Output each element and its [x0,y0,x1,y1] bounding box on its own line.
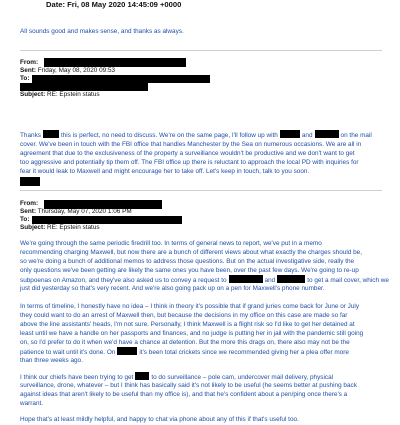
redaction [135,372,149,380]
email2-p2-line: above the line assistants' heads, I'm not sure. Personally, I think Maxwell is a flight risk so I'd like to get her detained at [20,321,355,328]
email2-p2-line: they could want to do an arrest of Maxwell then, but because the decisions in my office on this case are made so far [20,312,348,319]
from-label: From: [20,59,39,66]
email2-p1-line: just did yesterday so that's very recent. And we're also going pack up on a pen for Maxwell's phone number. [20,285,325,292]
subject-label: Subject: [20,224,46,231]
subject-row [20,90,100,100]
email1-body-line: agreement that due to the exclusiveness of the property a surveillance wouldn't be productive and we don't want to get [20,150,355,157]
sent-label: Sent: [20,67,36,74]
subject-value: RE: Epstein status [47,91,100,98]
email2-p4: Hope that's at least mildly helpful, and happy to chat via phone about any of this if that's useful too. [20,416,299,423]
subject-value: RE: Epstein status [47,224,100,231]
email2-p1-line: recommending charging Maxwell, but now there are a bunch of different views about what exactly the charges should be, [20,249,362,256]
email1-body-line: cover. We've been in touch with the FBI office that handles Manchester by the Sea on numerous occasions. We are all in [20,141,362,148]
email2-p3-line: warrant. [20,400,44,407]
email2-p1-line: subpoenas on Amazon, and they've also asked us to convey a request to and to get a mail cover, which we [20,277,389,284]
email2-p2-line: least until we have a handle on her passports and finances, and no judge is putting her in jail with the pandemic still going [20,330,364,337]
redaction [315,130,339,138]
email2-p1-line: so we're doing a bunch of additional memos to address those questions. But on the actual investigative side, really the [20,258,355,265]
email1-body-line: Thanks this is perfect, no need to discuss. We're on the same page, I'll follow up with and on the mail [20,132,372,139]
email2-p3-line: I think our chiefs have been trying to get to do surveillance – pole cam, undercover mail delivery, physical [20,374,334,381]
to-label: To: [20,75,30,82]
date-value: Fri, 08 May 2020 14:45:09 +0000 [67,0,182,9]
redaction [43,130,59,138]
sent-value: Thursday, May 07, 2020 1:06 PM [37,208,132,215]
redaction [277,275,305,283]
email-date-header [46,0,181,10]
redaction [20,177,40,186]
redaction [32,75,210,83]
divider [20,50,382,51]
email1-body-line: fear it would leak to Maxwell and might encourage her to take off. Let's keep in touch, talk to you soon. [20,168,310,175]
email2-p2-line: In terms of timeline, I honestly have no idea – I think in theory it's possible that if grand juries come back for June or July [20,303,360,310]
email2-p1-line: We're going through the same periodic firedrill too. In terms of general news to report, we've put in a memo [20,240,322,247]
redaction [280,130,300,138]
sent-label: Sent: [20,208,36,215]
divider [20,190,382,191]
email2-p3-line: surveillance, drone, whatever – but I think has basically said it's not likely to be useful (he seems better at pushing back [20,382,357,389]
date-label: Date: [46,0,65,9]
subject-label: Subject: [20,91,46,98]
sent-value: Friday, May 08, 2020 09:53 [37,67,116,74]
redaction [117,347,137,355]
subject-row [20,223,100,233]
email1-body-line: too aggressive and potentially tip them off. The FBI office up there is reluctant to approach the local PD with inquiries for [20,159,359,166]
email2-p1-line: only questions we've been getting are likely the same ones you have been, over the past few days. We're going to re-up [20,267,359,274]
email2-p2-line: patience to wait until it's done. On it's been total crickets since we recommended giving her a plea offer more [20,349,349,356]
email2-p3-line: against ideas that aren't likely to be useful than my office is), and that he's confident about a pen/ping once there's a [20,391,348,398]
from-label: From: [20,200,39,207]
reply-text: All sounds good and makes sense, and thanks as always. [20,28,184,35]
redaction [229,275,263,283]
email2-p2-line: on, so I'd prefer to do it when we'd have a chance at detention. But the more this drags on, there also may not be the [20,339,350,346]
to-label: To: [20,216,30,223]
email2-p2-line: than three weeks ago. [20,357,83,364]
